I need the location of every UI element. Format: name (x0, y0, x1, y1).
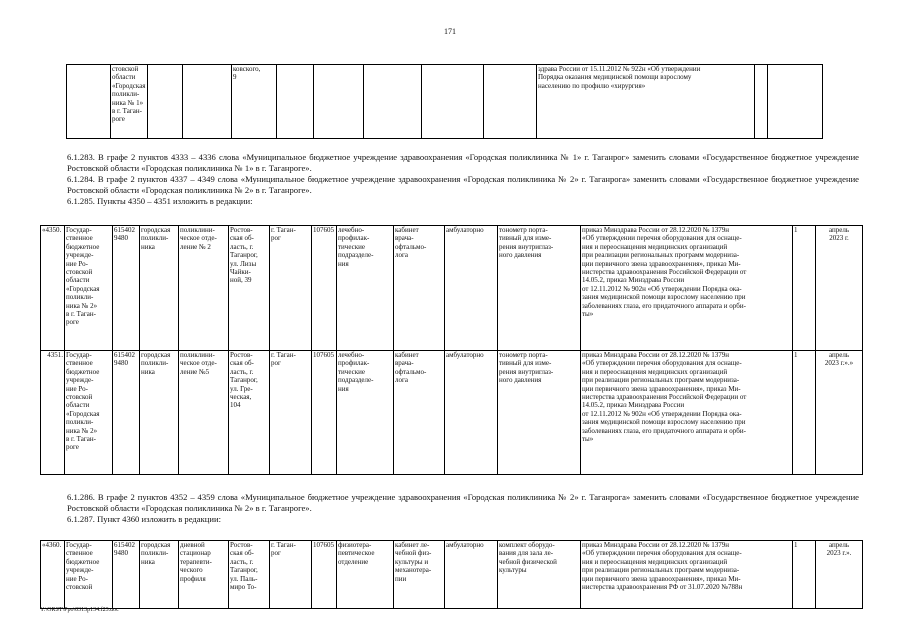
table-row (41, 351, 863, 475)
organization: Государ- ственное бюджетное учрежде- ние Ро- стовской (65, 541, 113, 609)
table-item-4360 (40, 540, 863, 609)
room: кабинет врача- офтальмо- лога (394, 351, 445, 475)
care-mode: амбулаторно (445, 226, 498, 351)
city: г. Таган- рог (270, 541, 312, 609)
clinic-type: городская поликли- ника (140, 351, 179, 475)
address: Ростов- ская об- ласть, г. Таганрог, ул. Лизы Чайки- ной, 39 (229, 226, 270, 351)
okato: 107605 (312, 226, 337, 351)
quantity: 1 (793, 226, 816, 351)
table-cell (755, 65, 768, 139)
unit: физиотера- певтическое отделение (337, 541, 394, 609)
address: Ростов- ская об- ласть, г. Таганрог, ул. Паль- миро То- (229, 541, 270, 609)
table-cell (148, 65, 183, 139)
code: 615402 9480 (113, 351, 140, 475)
row-number: «4360. (41, 541, 65, 609)
quantity: 1 (793, 541, 816, 609)
equipment: тонометр порта- тивный для изме- рения внутриглаз- ного давления (498, 226, 581, 351)
organization: Государ- ственное бюджетное учрежде- ние Ро- стовской области «Городская поликли- ника № 2» в г. Таган- роге (65, 351, 113, 475)
address: Ростов- ская об- ласть, г. Таганрог, ул. Гре- ческая, 104 (229, 351, 270, 475)
paragraph-6-1-285: 6.1.285. Пункты 4350 – 4351 изложить в редакции: (67, 196, 253, 206)
table-cell (314, 65, 364, 139)
row-number: «4350. (41, 226, 65, 351)
code: 615402 9480 (113, 541, 140, 609)
legal-basis: приказ Минздрава России от 28.12.2020 № 1379н «Об утверждении перечня оборудования для оснаще- ния и переоснащения медицинских организаций при реализации региональных программ модерниза- ции первичного звена здравоохранения», приказ Ми- нистерства здравоохранения РФ от 31.07.2020 №788н (581, 541, 793, 609)
table-cell: стовской области «Городская поликли- ника № 1» в г. Таган- роге (111, 65, 148, 139)
care-mode: амбулаторно (445, 541, 498, 609)
paragraph-6-1-287: 6.1.287. Пункт 4360 изложить в редакции: (67, 514, 221, 524)
table-cell (364, 65, 422, 139)
date: апрель 2023 г.». (816, 541, 863, 609)
code: 615402 9480 (113, 226, 140, 351)
table-row (41, 226, 863, 351)
table-cell: ковского, 9 (232, 65, 277, 139)
page-number: 171 (444, 27, 456, 36)
table-cell (67, 65, 111, 139)
table-cell (768, 65, 823, 139)
table-cell (277, 65, 314, 139)
table-row (41, 541, 863, 609)
table-cell (183, 65, 232, 139)
okato: 107605 (312, 541, 337, 609)
date: апрель 2023 г. (816, 226, 863, 351)
organization: Государ- ственное бюджетное учрежде- ние Ро- стовской области «Городская поликли- ника № 2» в г. Таган- роге (65, 226, 113, 351)
department: поликлини- ческое отде- ление №5 (179, 351, 229, 475)
quantity: 1 (793, 351, 816, 475)
legal-basis: приказ Минздрава России от 28.12.2020 № 1379н «Об утверждении перечня оборудования для оснаще- ния и переоснащения медицинских организаций при реализации региональных программ модерниза- ции первичного звена здравоохранения», приказ Ми- нистерства здравоохранения Российской Федерации от 14.05.2, приказ Минздрава России от 12.11.2012 № 902н «Об утверждении Порядка ока- зания медицинской помощи взрослому населению при заболеваниях глаза, его придаточного аппарата и орби- ты» (581, 226, 793, 351)
table-cell: здрава России от 15.11.2012 № 922н «Об утверждении Порядка оказания медицинской помощи взрослому населению по профилю «хирургия» (537, 65, 755, 139)
paragraph-6-1-284: 6.1.284. В графе 2 пунктов 4337 – 4349 слова «Муниципальное бюджетное учреждение здравоохранения «Городская поликлиника № 2» г. Таганрога» заменить словами «Государственное бюджетное учреждение Ростовской области «Городская поликлиника № 2» в г. Таганроге». (67, 174, 859, 195)
unit: лечебно- профилак- тические подразделе- ния (337, 226, 394, 351)
room: кабинет врача- офтальмо- лога (394, 226, 445, 351)
okato: 107605 (312, 351, 337, 475)
table-items-4350-4351 (40, 225, 863, 475)
footer-file-path: Y:\ORST\Ppo\0313p134.f23.doc (40, 607, 119, 613)
legal-basis: приказ Минздрава России от 28.12.2020 № 1379н «Об утверждении перечня оборудования для оснаще- ния и переоснащения медицинских организаций при реализации региональных программ модерниза- ции первичного звена здравоохранения», приказ Ми- нистерства здравоохранения Российской Федерации от 14.05.2, приказ Минздрава России от 12.11.2012 № 902н «Об утверждении Порядка ока- зания медицинской помощи взрослому населению при заболеваниях глаза, его придаточного аппарата и орби- ты» (581, 351, 793, 475)
care-mode: амбулаторно (445, 351, 498, 475)
room: кабинет ле- чебной физ- культуры и механотера- пии (394, 541, 445, 609)
paragraph-6-1-286: 6.1.286. В графе 2 пунктов 4352 – 4359 слова «Муниципальное бюджетное учреждение здравоохранения «Городская поликлиника № 2» г. Таганрога» заменить словами «Государственное бюджетное учреждение Ростовской области «Городская поликлиника № 2» в г. Таганроге». (67, 492, 859, 513)
date: апрель 2023 г.».» (816, 351, 863, 475)
city: г. Таган- рог (270, 351, 312, 475)
table-continuation (66, 64, 823, 139)
department: дневной стационар терапевти- ческого профиля (179, 541, 229, 609)
city: г. Таган- рог (270, 226, 312, 351)
unit: лечебно- профилак- тические подразделе- ния (337, 351, 394, 475)
equipment: тонометр порта- тивный для изме- рения внутриглаз- ного давления (498, 351, 581, 475)
row-number: 4351. (41, 351, 65, 475)
paragraph-6-1-283: 6.1.283. В графе 2 пунктов 4333 – 4336 слова «Муниципальное бюджетное учреждение здравоохранения «Городская поликлиника № 1» г. Таганрог» заменить словами «Государственное бюджетное учреждение Ростовской области «Городская поликлиника № 1» в г. Таганроге». (67, 152, 859, 173)
clinic-type: городская поликли- ника (140, 541, 179, 609)
clinic-type: городская поликли- ника (140, 226, 179, 351)
table-cell (484, 65, 537, 139)
department: поликлини- ческое отде- ление № 2 (179, 226, 229, 351)
equipment: комплект оборудо- вания для зала ле- чебной физической культуры (498, 541, 581, 609)
table-cell (422, 65, 484, 139)
